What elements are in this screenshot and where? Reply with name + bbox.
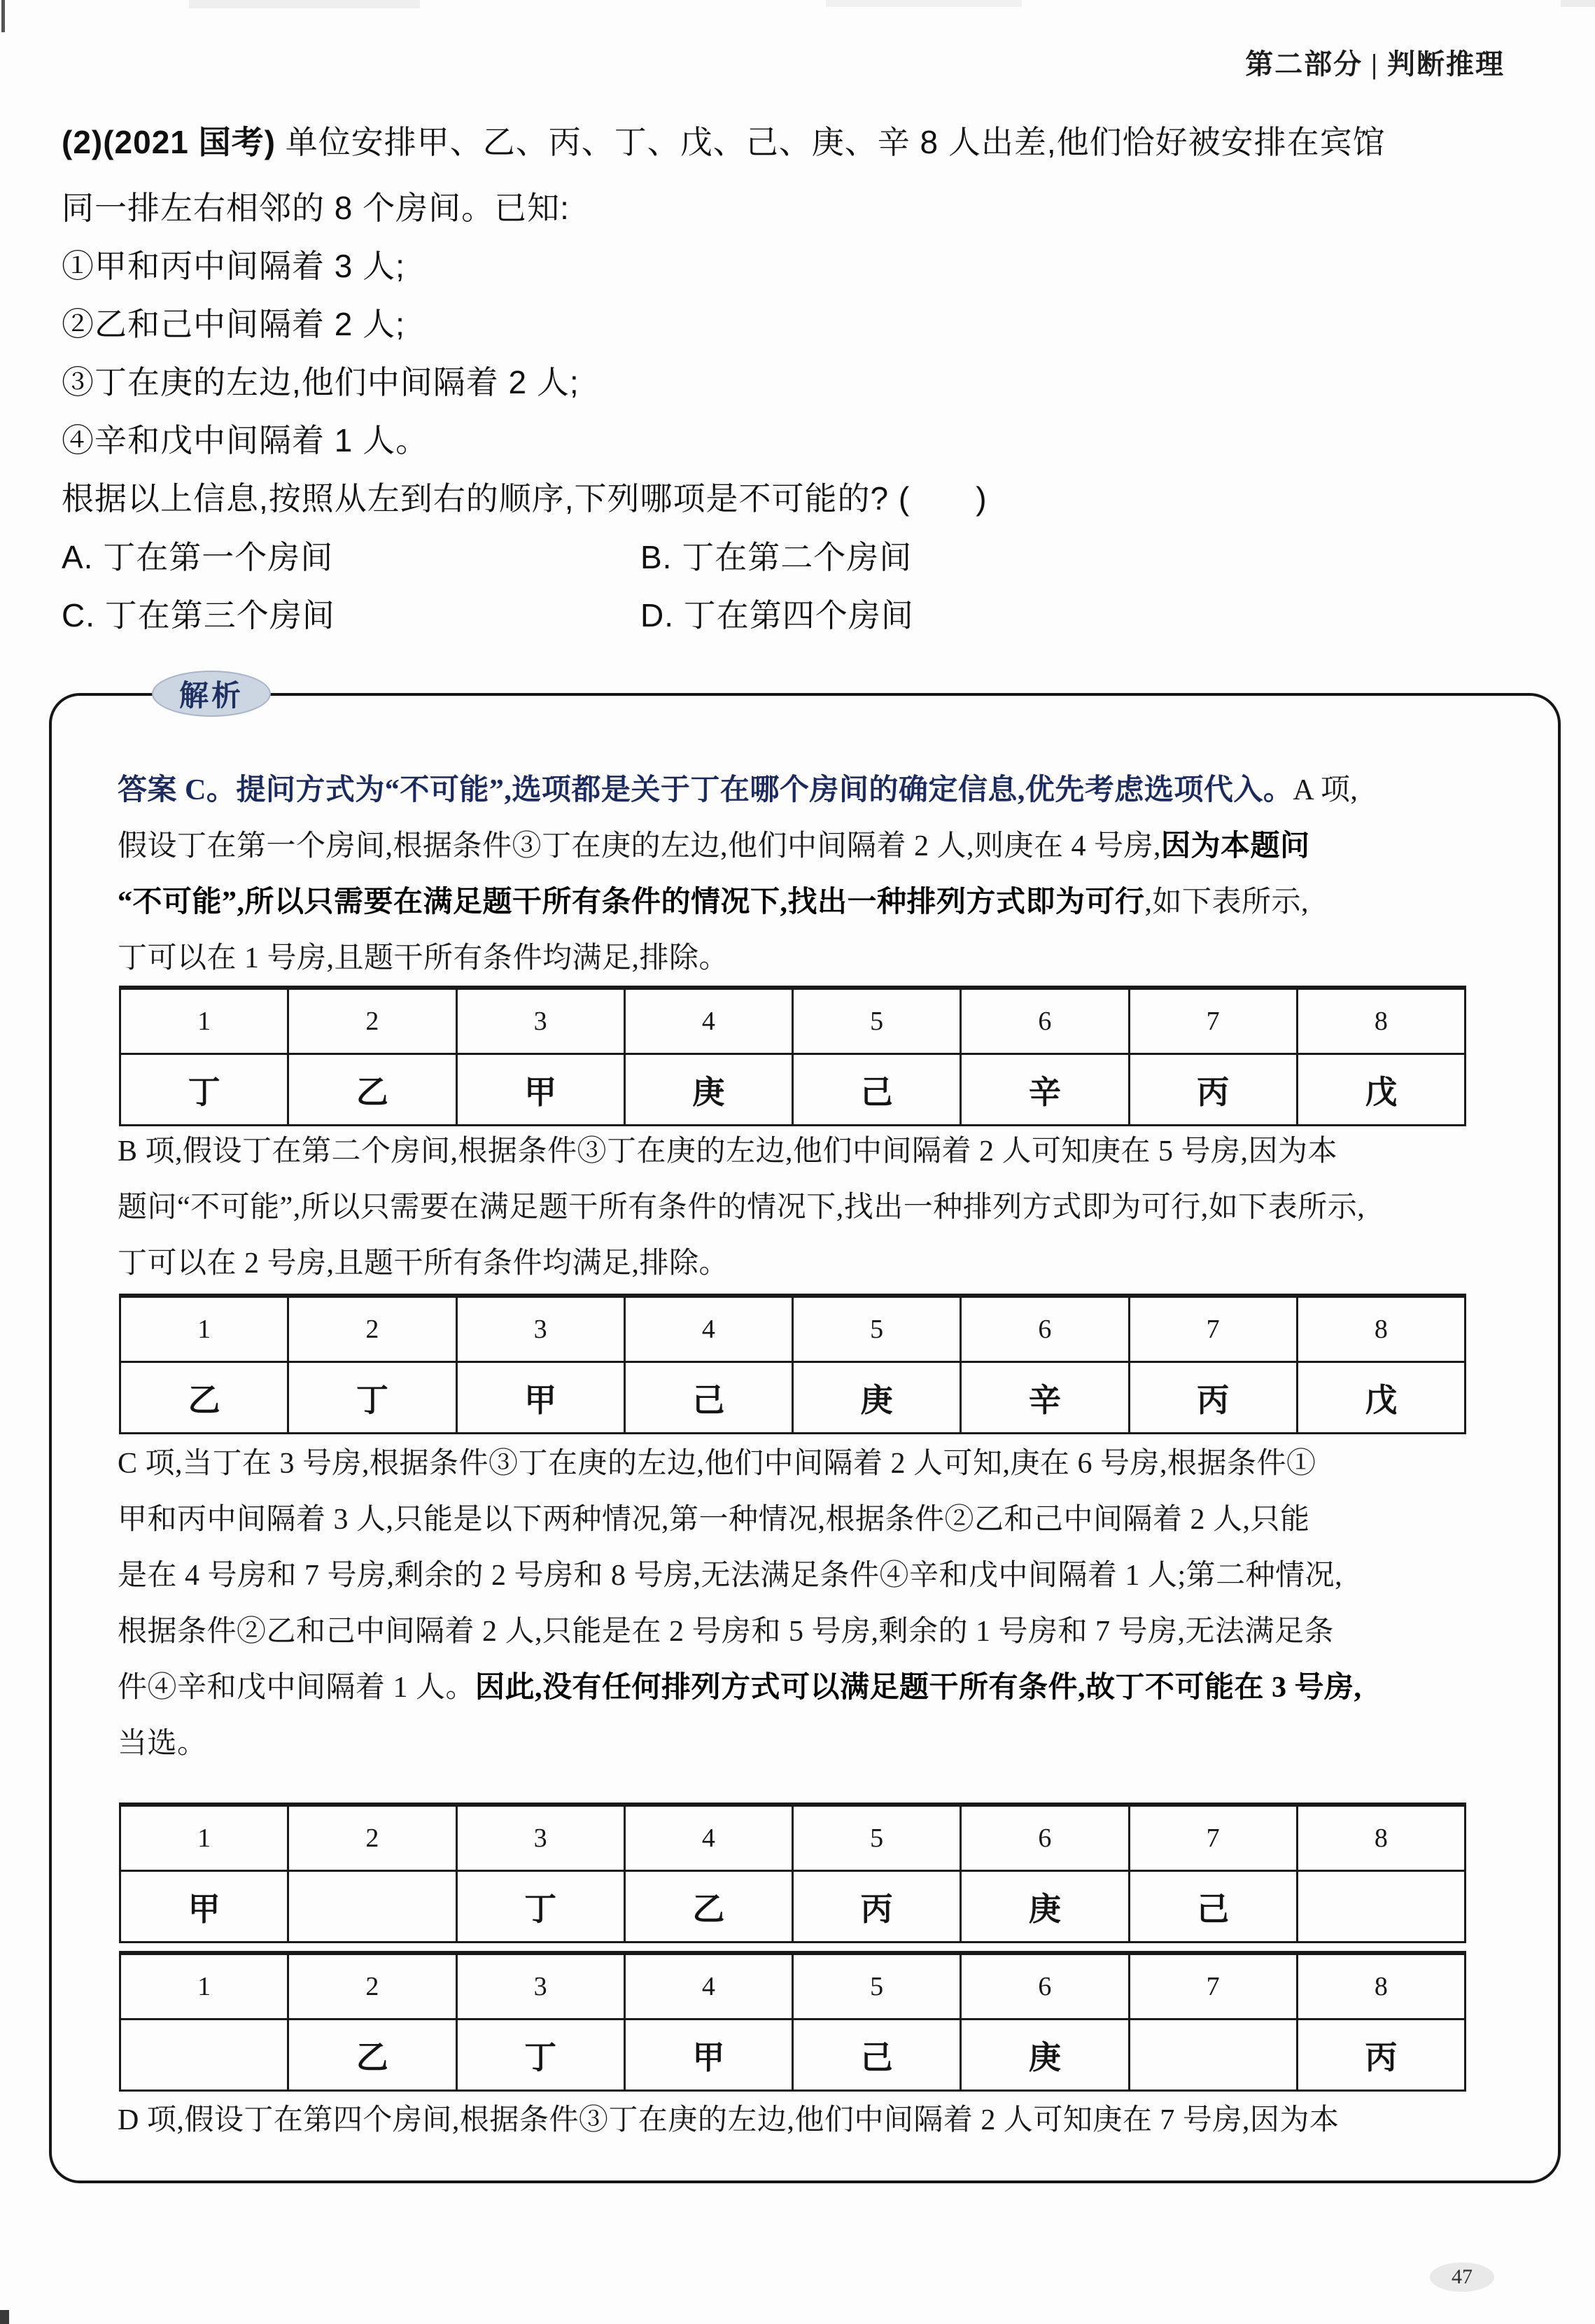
analysis-c-line-6: 当选。 <box>118 1728 207 1760</box>
room-table-option-b <box>119 1294 1466 1434</box>
room-occupant: 甲 <box>456 1054 624 1126</box>
analysis-emphasis: 因为本题问 <box>1161 830 1310 862</box>
room-occupant: 庚 <box>961 1871 1129 1942</box>
scan-artifact <box>826 0 1022 7</box>
room-occupant: 乙 <box>288 1054 456 1126</box>
analysis-a-line-2 <box>118 826 1310 867</box>
room-table-case-2 <box>119 1951 1466 2092</box>
room-number: 1 <box>120 1296 288 1362</box>
room-number: 2 <box>288 1296 456 1362</box>
room-number: 1 <box>120 988 288 1054</box>
option-b: B. 丁在第二个房间 <box>640 539 913 575</box>
room-number: 6 <box>961 1953 1129 2019</box>
room-occupant: 己 <box>793 2019 961 2091</box>
options-row-2 <box>62 594 914 637</box>
analysis-b-line-2: 题问“不可能”,所以只需要在满足题干所有条件的情况下,找出一种排列方式即为可行,如下表所示, <box>118 1191 1365 1224</box>
room-number: 4 <box>624 1296 792 1362</box>
room-occupant: 丁 <box>456 1871 624 1942</box>
analysis-text: A 项, <box>1293 774 1358 806</box>
room-number: 3 <box>456 1953 624 2019</box>
analysis-text: 件④辛和戊中间隔着 1 人。 <box>118 1672 476 1704</box>
condition-3: ③丁在庚的左边,他们中间隔着 2 人; <box>62 364 579 400</box>
question-line-1 <box>62 120 1386 164</box>
scan-artifact <box>1561 0 1595 7</box>
room-number-row <box>120 1296 1466 1362</box>
room-number: 6 <box>961 988 1129 1054</box>
room-number: 2 <box>288 1953 456 2019</box>
condition-2: ②乙和己中间隔着 2 人; <box>62 306 405 342</box>
room-number: 3 <box>456 988 624 1054</box>
analysis-b-line-1: B 项,假设丁在第二个房间,根据条件③丁在庚的左边,他们中间隔着 2 人可知庚在 5 号房,因为本 <box>118 1135 1338 1168</box>
question-line-2: 同一排左右相邻的 8 个房间。已知: <box>62 190 570 226</box>
question-prompt: 根据以上信息,按照从左到右的顺序,下列哪项是不可能的? ( ) <box>62 480 988 517</box>
room-occupant: 甲 <box>120 1871 288 1942</box>
room-occupant: 辛 <box>961 1054 1129 1126</box>
analysis-a-line-1 <box>118 770 1358 811</box>
analysis-c-line-4: 根据条件②乙和己中间隔着 2 人,只能是在 2 号房和 5 号房,剩余的 1 号房和 7 号房,无法满足条 <box>118 1616 1335 1648</box>
analysis-c-line-1: C 项,当丁在 3 号房,根据条件③丁在庚的左边,他们中间隔着 2 人可知,庚在 6 号房,根据条件① <box>118 1448 1316 1480</box>
analysis-d-line-1: D 项,假设丁在第四个房间,根据条件③丁在庚的左边,他们中间隔着 2 人可知庚在 7 号房,因为本 <box>118 2104 1340 2136</box>
room-number: 2 <box>288 988 456 1054</box>
room-number: 4 <box>624 1953 792 2019</box>
room-number: 7 <box>1129 988 1297 1054</box>
analysis-c-line-5 <box>118 1667 1362 1708</box>
option-a: A. 丁在第一个房间 <box>62 539 334 575</box>
room-number: 8 <box>1297 1805 1465 1871</box>
room-number: 8 <box>1297 988 1465 1054</box>
analysis-c-line-3: 是在 4 号房和 7 号房,剩余的 2 号房和 8 号房,无法满足条件④辛和戊中间隔着 1 人;第二种情况, <box>118 1560 1343 1592</box>
options-row-1 <box>62 536 913 579</box>
room-number: 7 <box>1129 1805 1297 1871</box>
room-occupant: 乙 <box>288 2019 456 2091</box>
analysis-text: ,如下表所示, <box>1144 886 1309 918</box>
room-occupant: 己 <box>793 1054 961 1126</box>
room-occupant: 庚 <box>624 1054 792 1126</box>
analysis-c-line-2: 甲和丙中间隔着 3 人,只能是以下两种情况,第一种情况,根据条件②乙和己中间隔着 2 人,只能 <box>118 1504 1310 1536</box>
analysis-b-line-3: 丁可以在 2 号房,且题干所有条件均满足,排除。 <box>118 1247 729 1280</box>
room-occupant: 丁 <box>456 2019 624 2091</box>
room-occupant: 甲 <box>456 1362 624 1434</box>
room-number: 5 <box>793 1296 961 1362</box>
room-number: 5 <box>793 988 961 1054</box>
condition-4: ④辛和戊中间隔着 1 人。 <box>62 422 429 458</box>
room-number: 7 <box>1129 1296 1297 1362</box>
option-d: D. 丁在第四个房间 <box>640 597 914 634</box>
analysis-a-line-3 <box>118 882 1309 923</box>
room-occupant: 丙 <box>793 1871 961 1942</box>
room-number: 8 <box>1297 1953 1465 2019</box>
room-occupant <box>288 1871 456 1942</box>
analysis-conclusion: 因此,没有任何排列方式可以满足题干所有条件,故丁不可能在 3 号房, <box>475 1672 1362 1704</box>
room-number-row <box>120 1953 1466 2019</box>
room-occupant: 丁 <box>288 1362 456 1434</box>
room-occupant <box>1129 2019 1297 2091</box>
room-number: 5 <box>793 1953 961 2019</box>
condition-1: ①甲和丙中间隔着 3 人; <box>62 248 405 284</box>
room-number: 7 <box>1129 1953 1297 2019</box>
room-number: 5 <box>793 1805 961 1871</box>
analysis-a-line-4: 丁可以在 1 号房,且题干所有条件均满足,排除。 <box>118 942 729 974</box>
room-occupant: 乙 <box>120 1362 288 1434</box>
room-number: 8 <box>1297 1296 1465 1362</box>
room-occupant: 丙 <box>1129 1362 1297 1434</box>
room-occupant-row <box>120 1362 1466 1434</box>
room-occupant: 甲 <box>624 2019 792 2091</box>
analysis-emphasis: “不可能”,所以只需要在满足题干所有条件的情况下,找出一种排列方式即为可行 <box>118 886 1145 918</box>
room-occupant: 乙 <box>624 1871 792 1942</box>
room-occupant: 戊 <box>1297 1054 1465 1126</box>
room-occupant: 戊 <box>1297 1362 1465 1434</box>
page-header-section-title: 第二部分 | 判断推理 <box>1245 48 1505 80</box>
scan-artifact <box>189 0 420 8</box>
room-occupant-row <box>120 1054 1466 1126</box>
room-occupant: 丙 <box>1297 2019 1465 2091</box>
answer-statement: 答案 C。提问方式为“不可能”,选项都是关于丁在哪个房间的确定信息,优先考虑选项代入。 <box>118 774 1293 806</box>
room-number-row <box>120 988 1466 1054</box>
room-occupant-row <box>120 1871 1466 1942</box>
room-occupant: 庚 <box>961 2019 1129 2091</box>
room-number: 4 <box>624 1805 792 1871</box>
analysis-text: 假设丁在第一个房间,根据条件③丁在庚的左边,他们中间隔着 2 人,则庚在 4 号房, <box>118 830 1162 862</box>
room-number: 4 <box>624 988 792 1054</box>
room-occupant-row <box>120 2019 1466 2091</box>
page-number-badge: 47 <box>1430 2262 1494 2292</box>
room-occupant: 丙 <box>1129 1054 1297 1126</box>
question-number-and-source: (2)(2021 国考) <box>62 124 286 160</box>
room-occupant: 辛 <box>961 1362 1129 1434</box>
room-number: 1 <box>120 1953 288 2019</box>
room-number: 3 <box>456 1805 624 1871</box>
scan-artifact <box>0 2310 9 2324</box>
scan-artifact <box>1 0 5 32</box>
room-occupant <box>1297 1871 1465 1942</box>
room-occupant: 庚 <box>793 1362 961 1434</box>
room-number-row <box>120 1805 1466 1871</box>
option-c: C. 丁在第三个房间 <box>62 597 335 634</box>
question-text: 单位安排甲、乙、丙、丁、戊、己、庚、辛 8 人出差,他们恰好被安排在宾馆 <box>285 124 1386 160</box>
room-number: 1 <box>120 1805 288 1871</box>
room-occupant <box>120 2019 288 2091</box>
room-occupant: 己 <box>624 1362 792 1434</box>
room-number: 2 <box>288 1805 456 1871</box>
room-number: 6 <box>961 1296 1129 1362</box>
room-table-option-a <box>119 986 1466 1126</box>
room-table-case-1 <box>119 1802 1466 1943</box>
room-number: 3 <box>456 1296 624 1362</box>
analysis-badge: 解析 <box>152 671 271 717</box>
room-occupant: 丁 <box>120 1054 288 1126</box>
room-number: 6 <box>961 1805 1129 1871</box>
room-occupant: 己 <box>1129 1871 1297 1942</box>
